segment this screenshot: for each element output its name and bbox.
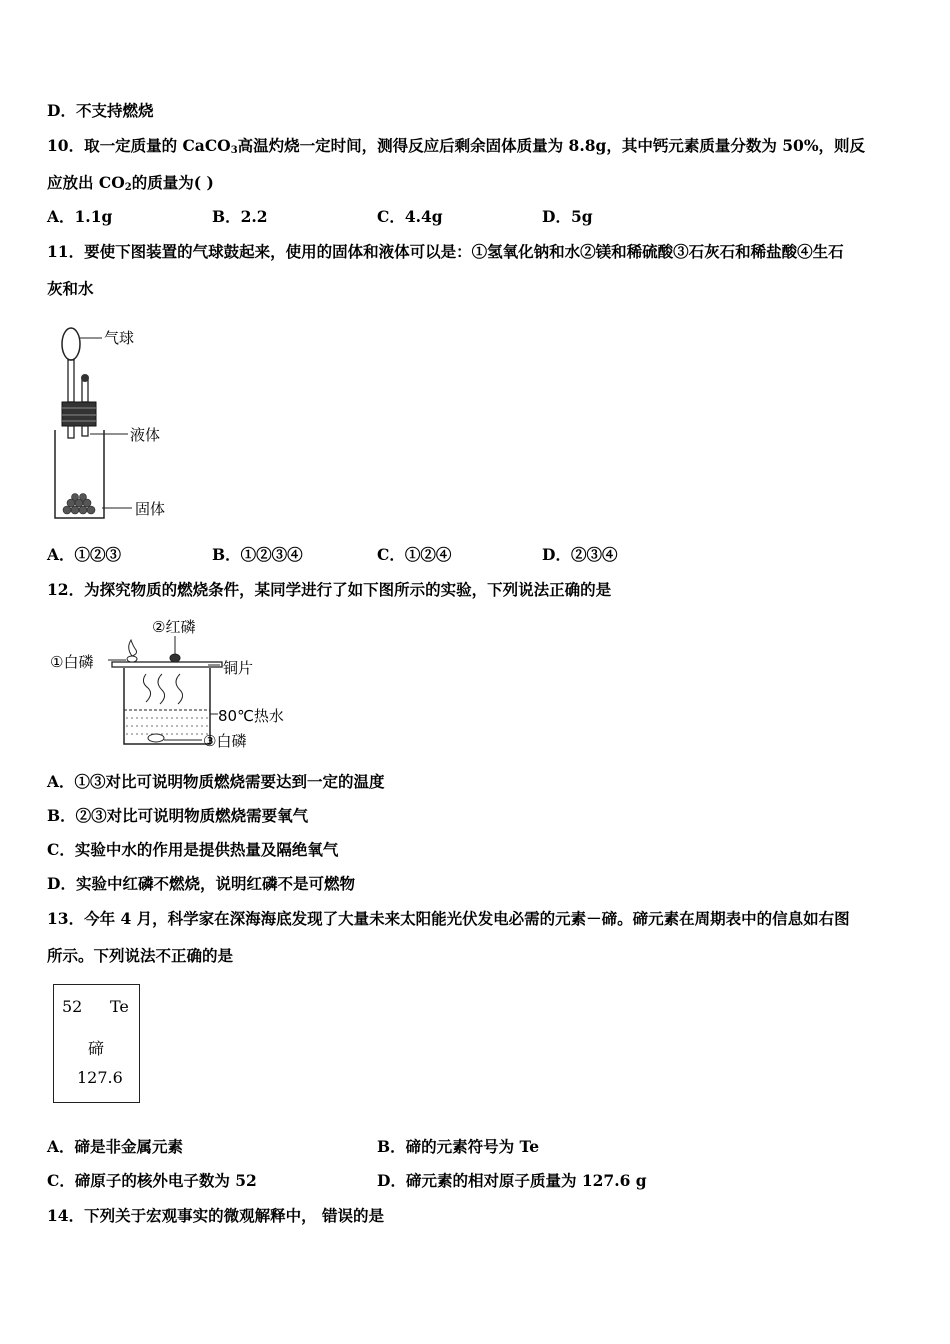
white-phosphorus-1-label: ①白磷 — [50, 653, 94, 671]
q11-apparatus-figure — [40, 318, 200, 528]
element-symbol: Te — [110, 997, 129, 1016]
q10-option-b: B．2.2 — [212, 207, 268, 226]
q12-option-d: D．实验中红磷不燃烧，说明红磷不是可燃物 — [47, 874, 355, 893]
q11-stem-line2: 灰和水 — [47, 279, 94, 298]
q13-option-c: C．碲原子的核外电子数为 52 — [47, 1171, 257, 1190]
red-phosphorus-label: ②红磷 — [152, 618, 196, 636]
q12-option-c: C．实验中水的作用是提供热量及隔绝氧气 — [47, 840, 339, 859]
q11-option-c: C．①②④ — [377, 545, 452, 564]
balloon-label: 气球 — [104, 329, 135, 347]
q11-option-a: A．①②③ — [47, 545, 122, 564]
q12-option-a: A．①③对比可说明物质燃烧需要达到一定的温度 — [47, 772, 385, 791]
q10-stem-line2: 应放出 $CO_2$的质量为( ) — [47, 173, 214, 193]
white-phosphorus-3-label: ③白磷 — [203, 732, 247, 750]
q13-option-d: D．碲元素的相对原子质量为 127.6 g — [377, 1171, 647, 1190]
copper-sheet-label: 铜片 — [223, 659, 254, 677]
q14-stem-line1: 14．下列关于宏观事实的微观解释中， 错误的是 — [47, 1206, 384, 1225]
balloon-flask-diagram — [40, 318, 200, 528]
q10-option-a: A．1.1g — [47, 207, 113, 226]
tellurium-element-card — [53, 984, 140, 1103]
q11-stem-line1: 11．要使下图装置的气球鼓起来，使用的固体和液体可以是：①氢氧化钠和水②镁和稀硫酸③石灰石和稀盐酸④生石 — [47, 242, 844, 261]
q10-option-d: D．5g — [542, 207, 593, 226]
q13-stem-line1: 13．今年 4 月，科学家在深海海底发现了大量未来太阳能光伏发电必需的元素－碲。碲元素在周期表中的信息如右图 — [47, 909, 850, 928]
q9-option-d: D．不支持燃烧 — [47, 101, 154, 120]
atomic-mass: 127.6 — [77, 1068, 123, 1087]
q12-stem-line1: 12．为探究物质的燃烧条件，某同学进行了如下图所示的实验，下列说法正确的是 — [47, 580, 612, 599]
q10-stem-line1: 10．取一定质量的 CaCO$_3$高温灼烧一定时间，测得反应后剩余固体质量为 8.8g，其中钙元素质量分数为 50%，则反 — [47, 136, 866, 156]
q10-option-c: C．4.4g — [377, 207, 443, 226]
q11-option-b: B．①②③④ — [212, 545, 303, 564]
q13-stem-line2: 所示。下列说法不正确的是 — [47, 946, 234, 965]
q11-option-d: D．②③④ — [542, 545, 618, 564]
element-name: 碲 — [88, 1039, 105, 1058]
liquid-label: 液体 — [130, 426, 161, 444]
q12-combustion-figure — [50, 612, 290, 757]
atomic-number: 52 — [62, 997, 83, 1016]
hot-water-label: 80℃热水 — [218, 707, 284, 725]
q13-option-a: A．碲是非金属元素 — [47, 1137, 184, 1156]
q12-option-b: B．②③对比可说明物质燃烧需要氧气 — [47, 806, 309, 825]
q13-option-b: B．碲的元素符号为 Te — [377, 1137, 540, 1156]
solid-label: 固体 — [135, 500, 166, 518]
